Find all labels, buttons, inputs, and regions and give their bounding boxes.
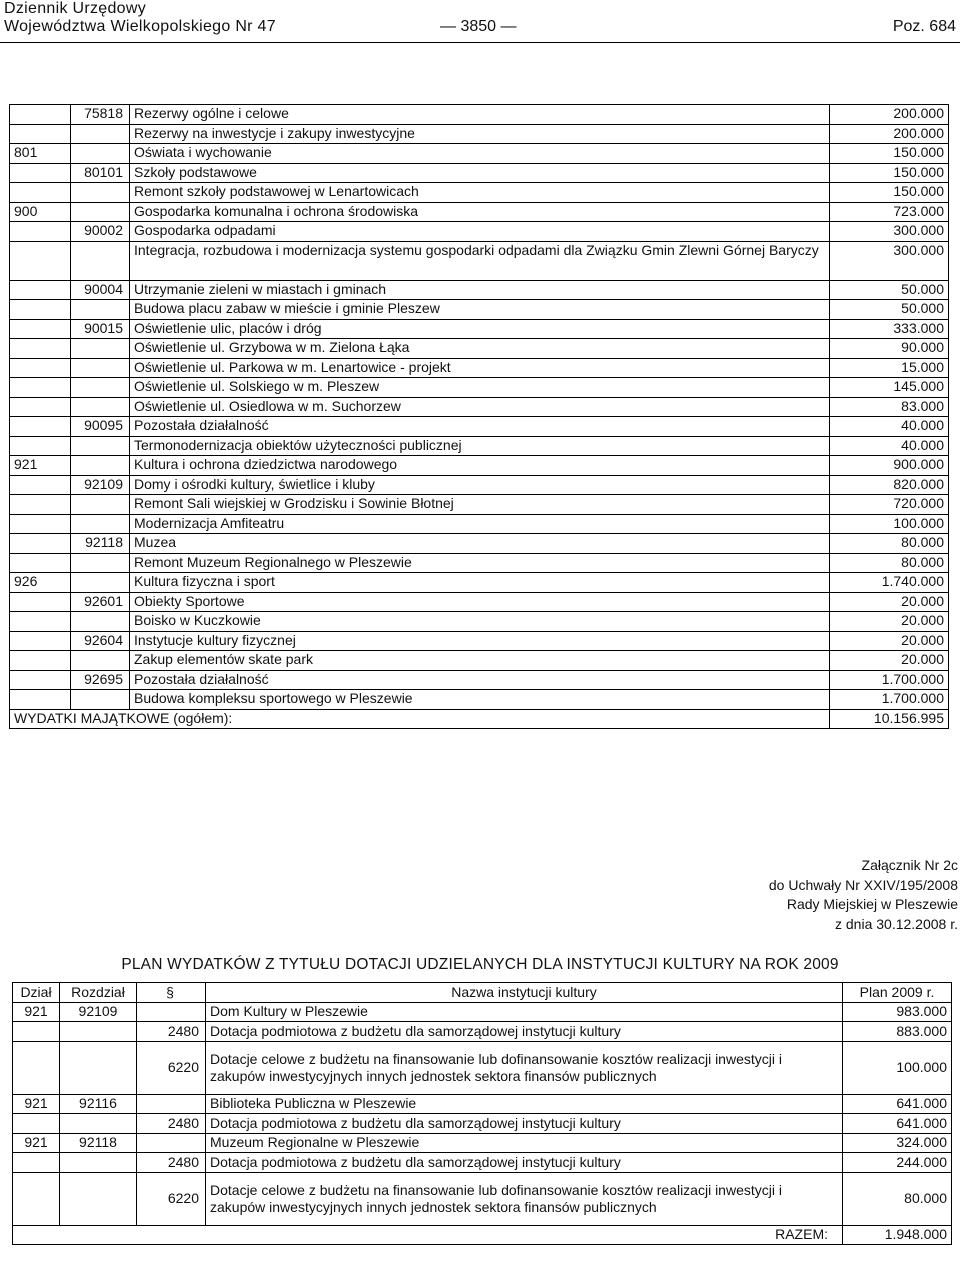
dzial-cell bbox=[10, 241, 71, 280]
dzial-cell bbox=[10, 163, 71, 183]
amount-cell: 83.000 bbox=[830, 397, 949, 417]
rozdzial-cell bbox=[71, 690, 130, 710]
amount-cell: 1.700.000 bbox=[830, 690, 949, 710]
grants-header-row bbox=[13, 983, 952, 1003]
amount-cell: 20.000 bbox=[830, 651, 949, 671]
item-name-cell: Remont Muzeum Regionalnego w Pleszewie bbox=[130, 553, 830, 573]
journal-title: Dziennik Urzędowy bbox=[4, 0, 147, 17]
budget-row bbox=[10, 670, 949, 690]
budget-row bbox=[10, 436, 949, 456]
amount-cell: 820.000 bbox=[830, 475, 949, 495]
amount-cell: 90.000 bbox=[830, 339, 949, 359]
dzial-cell bbox=[13, 1022, 60, 1042]
budget-row bbox=[10, 612, 949, 632]
dzial-cell: 801 bbox=[10, 144, 71, 164]
budget-row bbox=[10, 378, 949, 398]
amount-cell: 200.000 bbox=[830, 124, 949, 144]
budget-row bbox=[10, 651, 949, 671]
amount-cell: 150.000 bbox=[830, 183, 949, 203]
dzial-cell bbox=[10, 339, 71, 359]
amount-cell: 40.000 bbox=[830, 417, 949, 437]
rozdzial-cell bbox=[71, 553, 130, 573]
rozdzial-cell: 92604 bbox=[71, 631, 130, 651]
paragraf-cell: 2480 bbox=[137, 1114, 206, 1134]
total-plan: 1.948.000 bbox=[843, 1225, 952, 1245]
rozdzial-cell bbox=[60, 1153, 137, 1173]
budget-row bbox=[10, 202, 949, 222]
paragraf-cell bbox=[137, 1133, 206, 1153]
item-name-cell: Kultura i ochrona dziedzictwa narodowego bbox=[130, 456, 830, 476]
budget-row bbox=[10, 300, 949, 320]
dzial-cell bbox=[10, 670, 71, 690]
rozdzial-cell bbox=[71, 300, 130, 320]
rozdzial-cell bbox=[71, 358, 130, 378]
grant-row bbox=[13, 1153, 952, 1173]
budget-row bbox=[10, 397, 949, 417]
total-label: RAZEM: bbox=[13, 1225, 843, 1245]
dzial-cell bbox=[10, 436, 71, 456]
budget-row bbox=[10, 358, 949, 378]
rozdzial-cell: 90015 bbox=[71, 319, 130, 339]
budget-row bbox=[10, 280, 949, 300]
item-name-cell: Utrzymanie zieleni w miastach i gminach bbox=[130, 280, 830, 300]
plan-cell: 983.000 bbox=[843, 1002, 952, 1022]
item-name-cell: Obiekty Sportowe bbox=[130, 592, 830, 612]
culture-grants-table bbox=[12, 982, 952, 1245]
budget-row bbox=[10, 690, 949, 710]
rozdzial-cell: 75818 bbox=[71, 105, 130, 125]
rozdzial-cell: 92695 bbox=[71, 670, 130, 690]
item-name-cell: Rezerwy na inwestycje i zakupy inwestycyjne bbox=[130, 124, 830, 144]
dzial-cell: 926 bbox=[10, 573, 71, 593]
rozdzial-cell bbox=[60, 1172, 137, 1225]
header-paragraf: § bbox=[137, 983, 206, 1003]
annex-line-1: Załącznik Nr 2c bbox=[861, 857, 958, 873]
amount-cell: 80.000 bbox=[830, 553, 949, 573]
institution-name-cell: Dotacje celowe z budżetu na finansowanie lub dofinansowanie kosztów realizacji inwestycji i zakupów inwestycyjnych innych jednostek sektora finansów publicznych bbox=[206, 1041, 843, 1094]
amount-cell: 40.000 bbox=[830, 436, 949, 456]
amount-cell: 50.000 bbox=[830, 280, 949, 300]
rozdzial-cell: 92116 bbox=[60, 1094, 137, 1114]
budget-row bbox=[10, 573, 949, 593]
page-number: — 3850 — bbox=[440, 18, 517, 35]
amount-cell: 150.000 bbox=[830, 144, 949, 164]
grants-title: PLAN WYDATKÓW Z TYTUŁU DOTACJI UDZIELANYCH DLA INSTYTUCJI KULTURY NA ROK 2009 bbox=[121, 956, 839, 973]
item-name-cell: Gospodarka odpadami bbox=[130, 222, 830, 242]
item-name-cell: Boisko w Kuczkowie bbox=[130, 612, 830, 632]
rozdzial-cell: 92118 bbox=[60, 1133, 137, 1153]
institution-name-cell: Dotacja podmiotowa z budżetu dla samorządowej instytucji kultury bbox=[206, 1114, 843, 1134]
budget-row bbox=[10, 105, 949, 125]
dzial-cell bbox=[10, 417, 71, 437]
budget-row bbox=[10, 631, 949, 651]
amount-cell: 1.700.000 bbox=[830, 670, 949, 690]
item-name-cell: Termonodernizacja obiektów użyteczności publicznej bbox=[130, 436, 830, 456]
rozdzial-cell bbox=[71, 339, 130, 359]
amount-cell: 15.000 bbox=[830, 358, 949, 378]
dzial-cell bbox=[10, 495, 71, 515]
amount-cell: 723.000 bbox=[830, 202, 949, 222]
item-name-cell: Budowa placu zabaw w mieście i gminie Pleszew bbox=[130, 300, 830, 320]
paragraf-cell: 6220 bbox=[137, 1041, 206, 1094]
page-header bbox=[0, 0, 960, 43]
item-name-cell: Oświetlenie ul. Grzybowa w m. Zielona Łąka bbox=[130, 339, 830, 359]
amount-cell: 20.000 bbox=[830, 592, 949, 612]
rozdzial-cell: 92109 bbox=[60, 1002, 137, 1022]
dzial-cell bbox=[10, 592, 71, 612]
dzial-cell bbox=[10, 612, 71, 632]
rozdzial-cell: 92118 bbox=[71, 534, 130, 554]
item-name-cell: Oświetlenie ul. Solskiego w m. Pleszew bbox=[130, 378, 830, 398]
rozdzial-cell: 90004 bbox=[71, 280, 130, 300]
dzial-cell bbox=[10, 319, 71, 339]
item-name-cell: Kultura fizyczna i sport bbox=[130, 573, 830, 593]
amount-cell: 20.000 bbox=[830, 612, 949, 632]
rozdzial-cell bbox=[71, 573, 130, 593]
plan-cell: 244.000 bbox=[843, 1153, 952, 1173]
amount-cell: 50.000 bbox=[830, 300, 949, 320]
plan-cell: 641.000 bbox=[843, 1094, 952, 1114]
grant-row bbox=[13, 1114, 952, 1134]
rozdzial-cell: 92601 bbox=[71, 592, 130, 612]
rozdzial-cell bbox=[71, 144, 130, 164]
rozdzial-cell bbox=[60, 1041, 137, 1094]
budget-row bbox=[10, 319, 949, 339]
header-rozdzial: Rozdział bbox=[60, 983, 137, 1003]
budget-row bbox=[10, 124, 949, 144]
item-name-cell: Muzea bbox=[130, 534, 830, 554]
rozdzial-cell: 80101 bbox=[71, 163, 130, 183]
item-name-cell: Budowa kompleksu sportowego w Pleszewie bbox=[130, 690, 830, 710]
dzial-cell bbox=[13, 1114, 60, 1134]
budget-row bbox=[10, 514, 949, 534]
paragraf-cell: 2480 bbox=[137, 1022, 206, 1042]
rozdzial-cell: 92109 bbox=[71, 475, 130, 495]
total-label: WYDATKI MAJĄTKOWE (ogółem): bbox=[10, 709, 830, 729]
dzial-cell bbox=[10, 397, 71, 417]
institution-name-cell: Dotacja podmiotowa z budżetu dla samorządowej instytucji kultury bbox=[206, 1022, 843, 1042]
rozdzial-cell bbox=[60, 1022, 137, 1042]
plan-cell: 641.000 bbox=[843, 1114, 952, 1134]
budget-row bbox=[10, 417, 949, 437]
capital-expenditure-table bbox=[9, 104, 949, 729]
dzial-cell bbox=[10, 105, 71, 125]
item-name-cell: Pozostała działalność bbox=[130, 417, 830, 437]
amount-cell: 150.000 bbox=[830, 163, 949, 183]
grant-row bbox=[13, 1094, 952, 1114]
grant-row bbox=[13, 1022, 952, 1042]
budget-row bbox=[10, 495, 949, 515]
item-name-cell: Domy i ośrodki kultury, świetlice i kluby bbox=[130, 475, 830, 495]
rozdzial-cell bbox=[71, 651, 130, 671]
annex-line-2: do Uchwały Nr XXIV/195/2008 bbox=[768, 876, 958, 893]
dzial-cell: 921 bbox=[13, 1002, 60, 1022]
institution-name-cell: Dom Kultury w Pleszewie bbox=[206, 1002, 843, 1022]
paragraf-cell: 2480 bbox=[137, 1153, 206, 1173]
plan-cell: 324.000 bbox=[843, 1133, 952, 1153]
institution-name-cell: Dotacja podmiotowa z budżetu dla samorządowej instytucji kultury bbox=[206, 1153, 843, 1173]
item-name-cell: Remont szkoły podstawowej w Lenartowicach bbox=[130, 183, 830, 203]
plan-cell: 883.000 bbox=[843, 1022, 952, 1042]
item-name-cell: Remont Sali wiejskiej w Grodzisku i Sowinie Błotnej bbox=[130, 495, 830, 515]
rozdzial-cell bbox=[71, 183, 130, 203]
dzial-cell bbox=[10, 475, 71, 495]
dzial-cell bbox=[10, 514, 71, 534]
budget-row bbox=[10, 339, 949, 359]
dzial-cell bbox=[10, 690, 71, 710]
budget-row bbox=[10, 241, 949, 280]
budget-row bbox=[10, 163, 949, 183]
budget-total-row bbox=[10, 709, 949, 729]
grant-row bbox=[13, 1002, 952, 1022]
dzial-cell bbox=[10, 553, 71, 573]
item-name-cell: Oświetlenie ul. Parkowa w m. Lenartowice - projekt bbox=[130, 358, 830, 378]
rozdzial-cell bbox=[71, 514, 130, 534]
grant-row bbox=[13, 1133, 952, 1153]
rozdzial-cell bbox=[71, 436, 130, 456]
budget-row bbox=[10, 592, 949, 612]
annex-line-3: Rady Miejskiej w Pleszewie bbox=[786, 896, 958, 912]
dzial-cell: 921 bbox=[10, 456, 71, 476]
dzial-cell bbox=[10, 534, 71, 554]
amount-cell: 200.000 bbox=[830, 105, 949, 125]
grant-row bbox=[13, 1172, 952, 1225]
dzial-cell bbox=[10, 651, 71, 671]
item-name-cell: Pozostała działalność bbox=[130, 670, 830, 690]
rozdzial-cell: 90002 bbox=[71, 222, 130, 242]
plan-cell: 80.000 bbox=[843, 1172, 952, 1225]
dzial-cell: 900 bbox=[10, 202, 71, 222]
rozdzial-cell bbox=[71, 241, 130, 280]
item-name-cell: Zakup elementów skate park bbox=[130, 651, 830, 671]
amount-cell: 20.000 bbox=[830, 631, 949, 651]
item-name-cell: Integracja, rozbudowa i modernizacja systemu gospodarki odpadami dla Związku Gmin Zlewni Górnej Baryczy bbox=[130, 241, 830, 280]
rozdzial-cell: 90095 bbox=[71, 417, 130, 437]
amount-cell: 300.000 bbox=[830, 241, 949, 280]
dzial-cell bbox=[10, 222, 71, 242]
dzial-cell bbox=[10, 183, 71, 203]
item-name-cell: Oświetlenie ulic, placów i dróg bbox=[130, 319, 830, 339]
plan-cell: 100.000 bbox=[843, 1041, 952, 1094]
budget-row bbox=[10, 183, 949, 203]
item-name-cell: Oświata i wychowanie bbox=[130, 144, 830, 164]
header-plan: Plan 2009 r. bbox=[843, 983, 952, 1003]
grants-total-row bbox=[13, 1225, 952, 1245]
budget-row bbox=[10, 475, 949, 495]
amount-cell: 900.000 bbox=[830, 456, 949, 476]
dzial-cell bbox=[10, 280, 71, 300]
item-name-cell: Rezerwy ogólne i celowe bbox=[130, 105, 830, 125]
paragraf-cell bbox=[137, 1002, 206, 1022]
rozdzial-cell bbox=[71, 456, 130, 476]
budget-row bbox=[10, 144, 949, 164]
dzial-cell bbox=[10, 378, 71, 398]
dzial-cell bbox=[13, 1153, 60, 1173]
rozdzial-cell bbox=[71, 202, 130, 222]
amount-cell: 300.000 bbox=[830, 222, 949, 242]
amount-cell: 80.000 bbox=[830, 534, 949, 554]
dzial-cell bbox=[10, 631, 71, 651]
item-name-cell: Modernizacja Amfiteatru bbox=[130, 514, 830, 534]
paragraf-cell bbox=[137, 1094, 206, 1114]
dzial-cell: 921 bbox=[13, 1094, 60, 1114]
dzial-cell: 921 bbox=[13, 1133, 60, 1153]
item-name-cell: Oświetlenie ul. Osiedlowa w m. Suchorzew bbox=[130, 397, 830, 417]
dzial-cell bbox=[10, 124, 71, 144]
paragraf-cell: 6220 bbox=[137, 1172, 206, 1225]
header-dzial: Dział bbox=[13, 983, 60, 1003]
budget-row bbox=[10, 456, 949, 476]
budget-row bbox=[10, 534, 949, 554]
institution-name-cell: Dotacje celowe z budżetu na finansowanie lub dofinansowanie kosztów realizacji inwestycji i zakupów inwestycyjnych innych jednostek sektora finansów publicznych bbox=[206, 1172, 843, 1225]
rozdzial-cell bbox=[71, 397, 130, 417]
institution-name-cell: Biblioteka Publiczna w Pleszewie bbox=[206, 1094, 843, 1114]
total-amount: 10.156.995 bbox=[830, 709, 949, 729]
rozdzial-cell bbox=[71, 495, 130, 515]
rozdzial-cell bbox=[71, 378, 130, 398]
grant-row bbox=[13, 1041, 952, 1094]
dzial-cell bbox=[13, 1041, 60, 1094]
journal-subtitle: Województwa Wielkopolskiego Nr 47 bbox=[4, 18, 276, 35]
institution-name-cell: Muzeum Regionalne w Pleszewie bbox=[206, 1133, 843, 1153]
dzial-cell bbox=[10, 358, 71, 378]
amount-cell: 1.740.000 bbox=[830, 573, 949, 593]
dzial-cell bbox=[10, 300, 71, 320]
rozdzial-cell bbox=[71, 124, 130, 144]
rozdzial-cell bbox=[60, 1114, 137, 1134]
item-name-cell: Instytucje kultury fizycznej bbox=[130, 631, 830, 651]
amount-cell: 720.000 bbox=[830, 495, 949, 515]
budget-row bbox=[10, 222, 949, 242]
amount-cell: 145.000 bbox=[830, 378, 949, 398]
dzial-cell bbox=[13, 1172, 60, 1225]
header-name: Nazwa instytucji kultury bbox=[206, 983, 843, 1003]
annex-reference bbox=[658, 856, 958, 934]
annex-line-4: z dnia 30.12.2008 r. bbox=[835, 915, 958, 932]
rozdzial-cell bbox=[71, 612, 130, 632]
item-name-cell: Szkoły podstawowe bbox=[130, 163, 830, 183]
amount-cell: 333.000 bbox=[830, 319, 949, 339]
amount-cell: 100.000 bbox=[830, 514, 949, 534]
item-name-cell: Gospodarka komunalna i ochrona środowiska bbox=[130, 202, 830, 222]
position-number: Poz. 684 bbox=[892, 18, 956, 35]
budget-row bbox=[10, 553, 949, 573]
